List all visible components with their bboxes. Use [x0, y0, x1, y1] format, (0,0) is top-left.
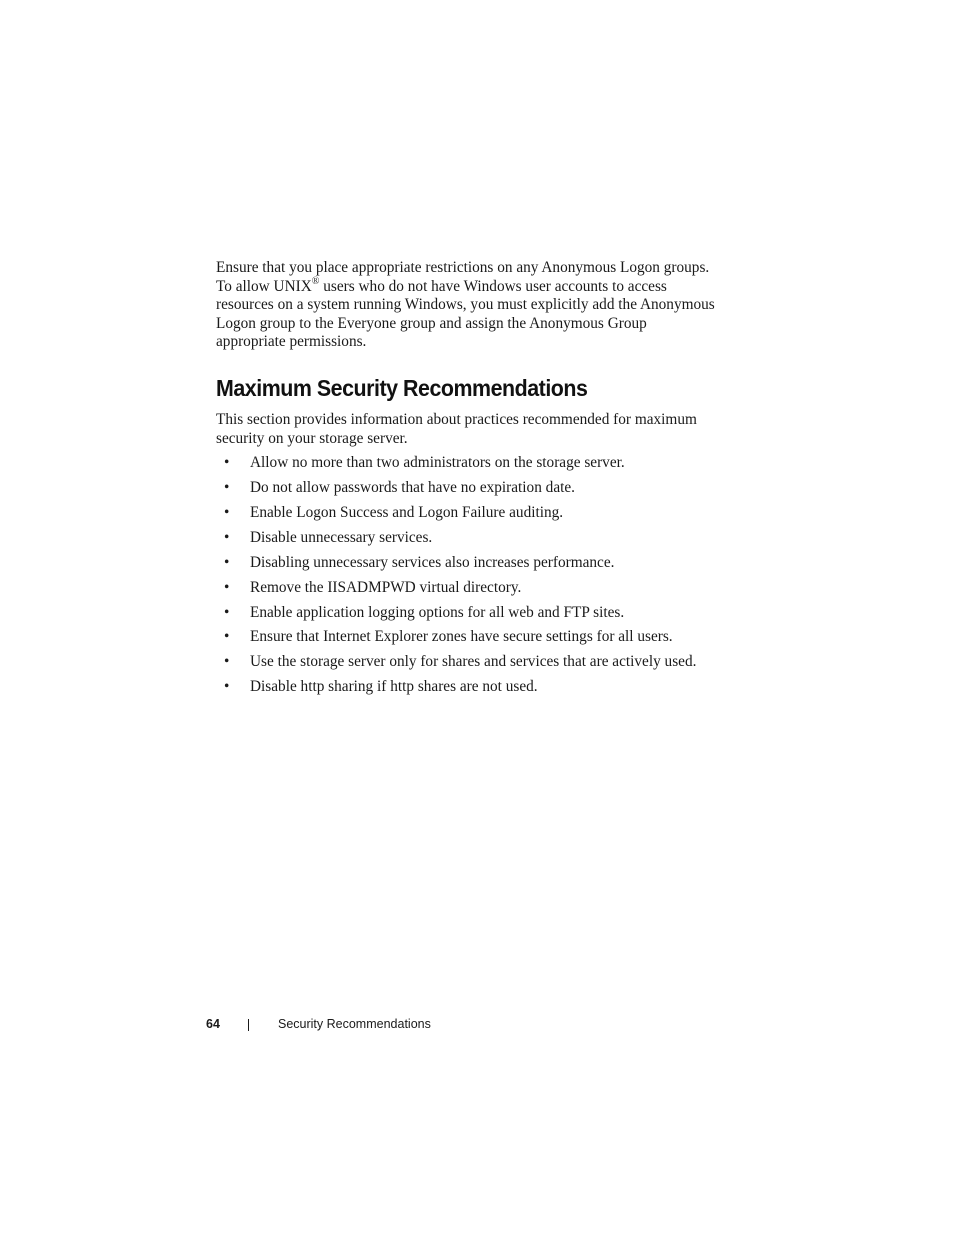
list-item [216, 479, 716, 498]
list-item [216, 628, 716, 647]
list-item-text: Enable Logon Success and Logon Failure auditing. [250, 503, 564, 521]
bullet-icon: • [224, 603, 230, 621]
bullet-icon: • [224, 528, 230, 546]
bullet-icon: • [224, 578, 230, 596]
registered-trademark: ® [311, 275, 320, 287]
anonymous-logon-paragraph [216, 259, 716, 352]
list-item [216, 454, 716, 473]
list-item-text: Do not allow passwords that have no expiration date. [250, 479, 575, 497]
list-item-text: Disabling unnecessary services also increases performance. [250, 553, 615, 571]
footer-separator [248, 1019, 249, 1031]
list-item [216, 504, 716, 523]
footer-chapter-title: Security Recommendations [278, 1017, 431, 1031]
bullet-icon: • [224, 479, 230, 497]
list-item-text: Disable http sharing if http shares are not used. [250, 678, 538, 696]
list-item-text: Disable unnecessary services. [250, 528, 433, 546]
bullet-icon: • [224, 653, 230, 671]
list-item [216, 678, 716, 697]
list-item [216, 579, 716, 598]
page-content [216, 259, 716, 703]
bullet-icon: • [224, 678, 230, 696]
bullet-icon: • [224, 454, 230, 472]
bullet-icon: • [224, 628, 230, 646]
list-item [216, 604, 716, 623]
section-heading: Maximum Security Recommendations [216, 374, 588, 401]
list-item [216, 653, 716, 672]
list-item-text: Use the storage server only for shares and services that are actively used. [250, 653, 697, 671]
list-item [216, 554, 716, 573]
section-intro: This section provides information about practices recommended for maximum security on your storage server. [216, 410, 697, 447]
list-item-text: Remove the IISADMPWD virtual directory. [250, 578, 522, 596]
page-footer [0, 1014, 954, 1034]
paragraph-text-part1: Ensure that you place appropriate restrictions on any Anonymous Logon groups. To allow UNIX [216, 259, 710, 295]
bullet-icon: • [224, 503, 230, 521]
list-item-text: Ensure that Internet Explorer zones have secure settings for all users. [250, 628, 673, 646]
paragraph-text-part2: users who do not have Windows user accounts to access resources on a system running Windows, you must explicitly add the Anonymous Logon group to the Everyone group and assign the Anonymous Group appropriate permissions. [216, 277, 715, 351]
list-item-text: Enable application logging options for all web and FTP sites. [250, 603, 625, 621]
recommendations-list [216, 454, 716, 697]
page-number: 64 [206, 1017, 220, 1031]
list-item [216, 529, 716, 548]
bullet-icon: • [224, 553, 230, 571]
list-item-text: Allow no more than two administrators on the storage server. [250, 454, 625, 472]
